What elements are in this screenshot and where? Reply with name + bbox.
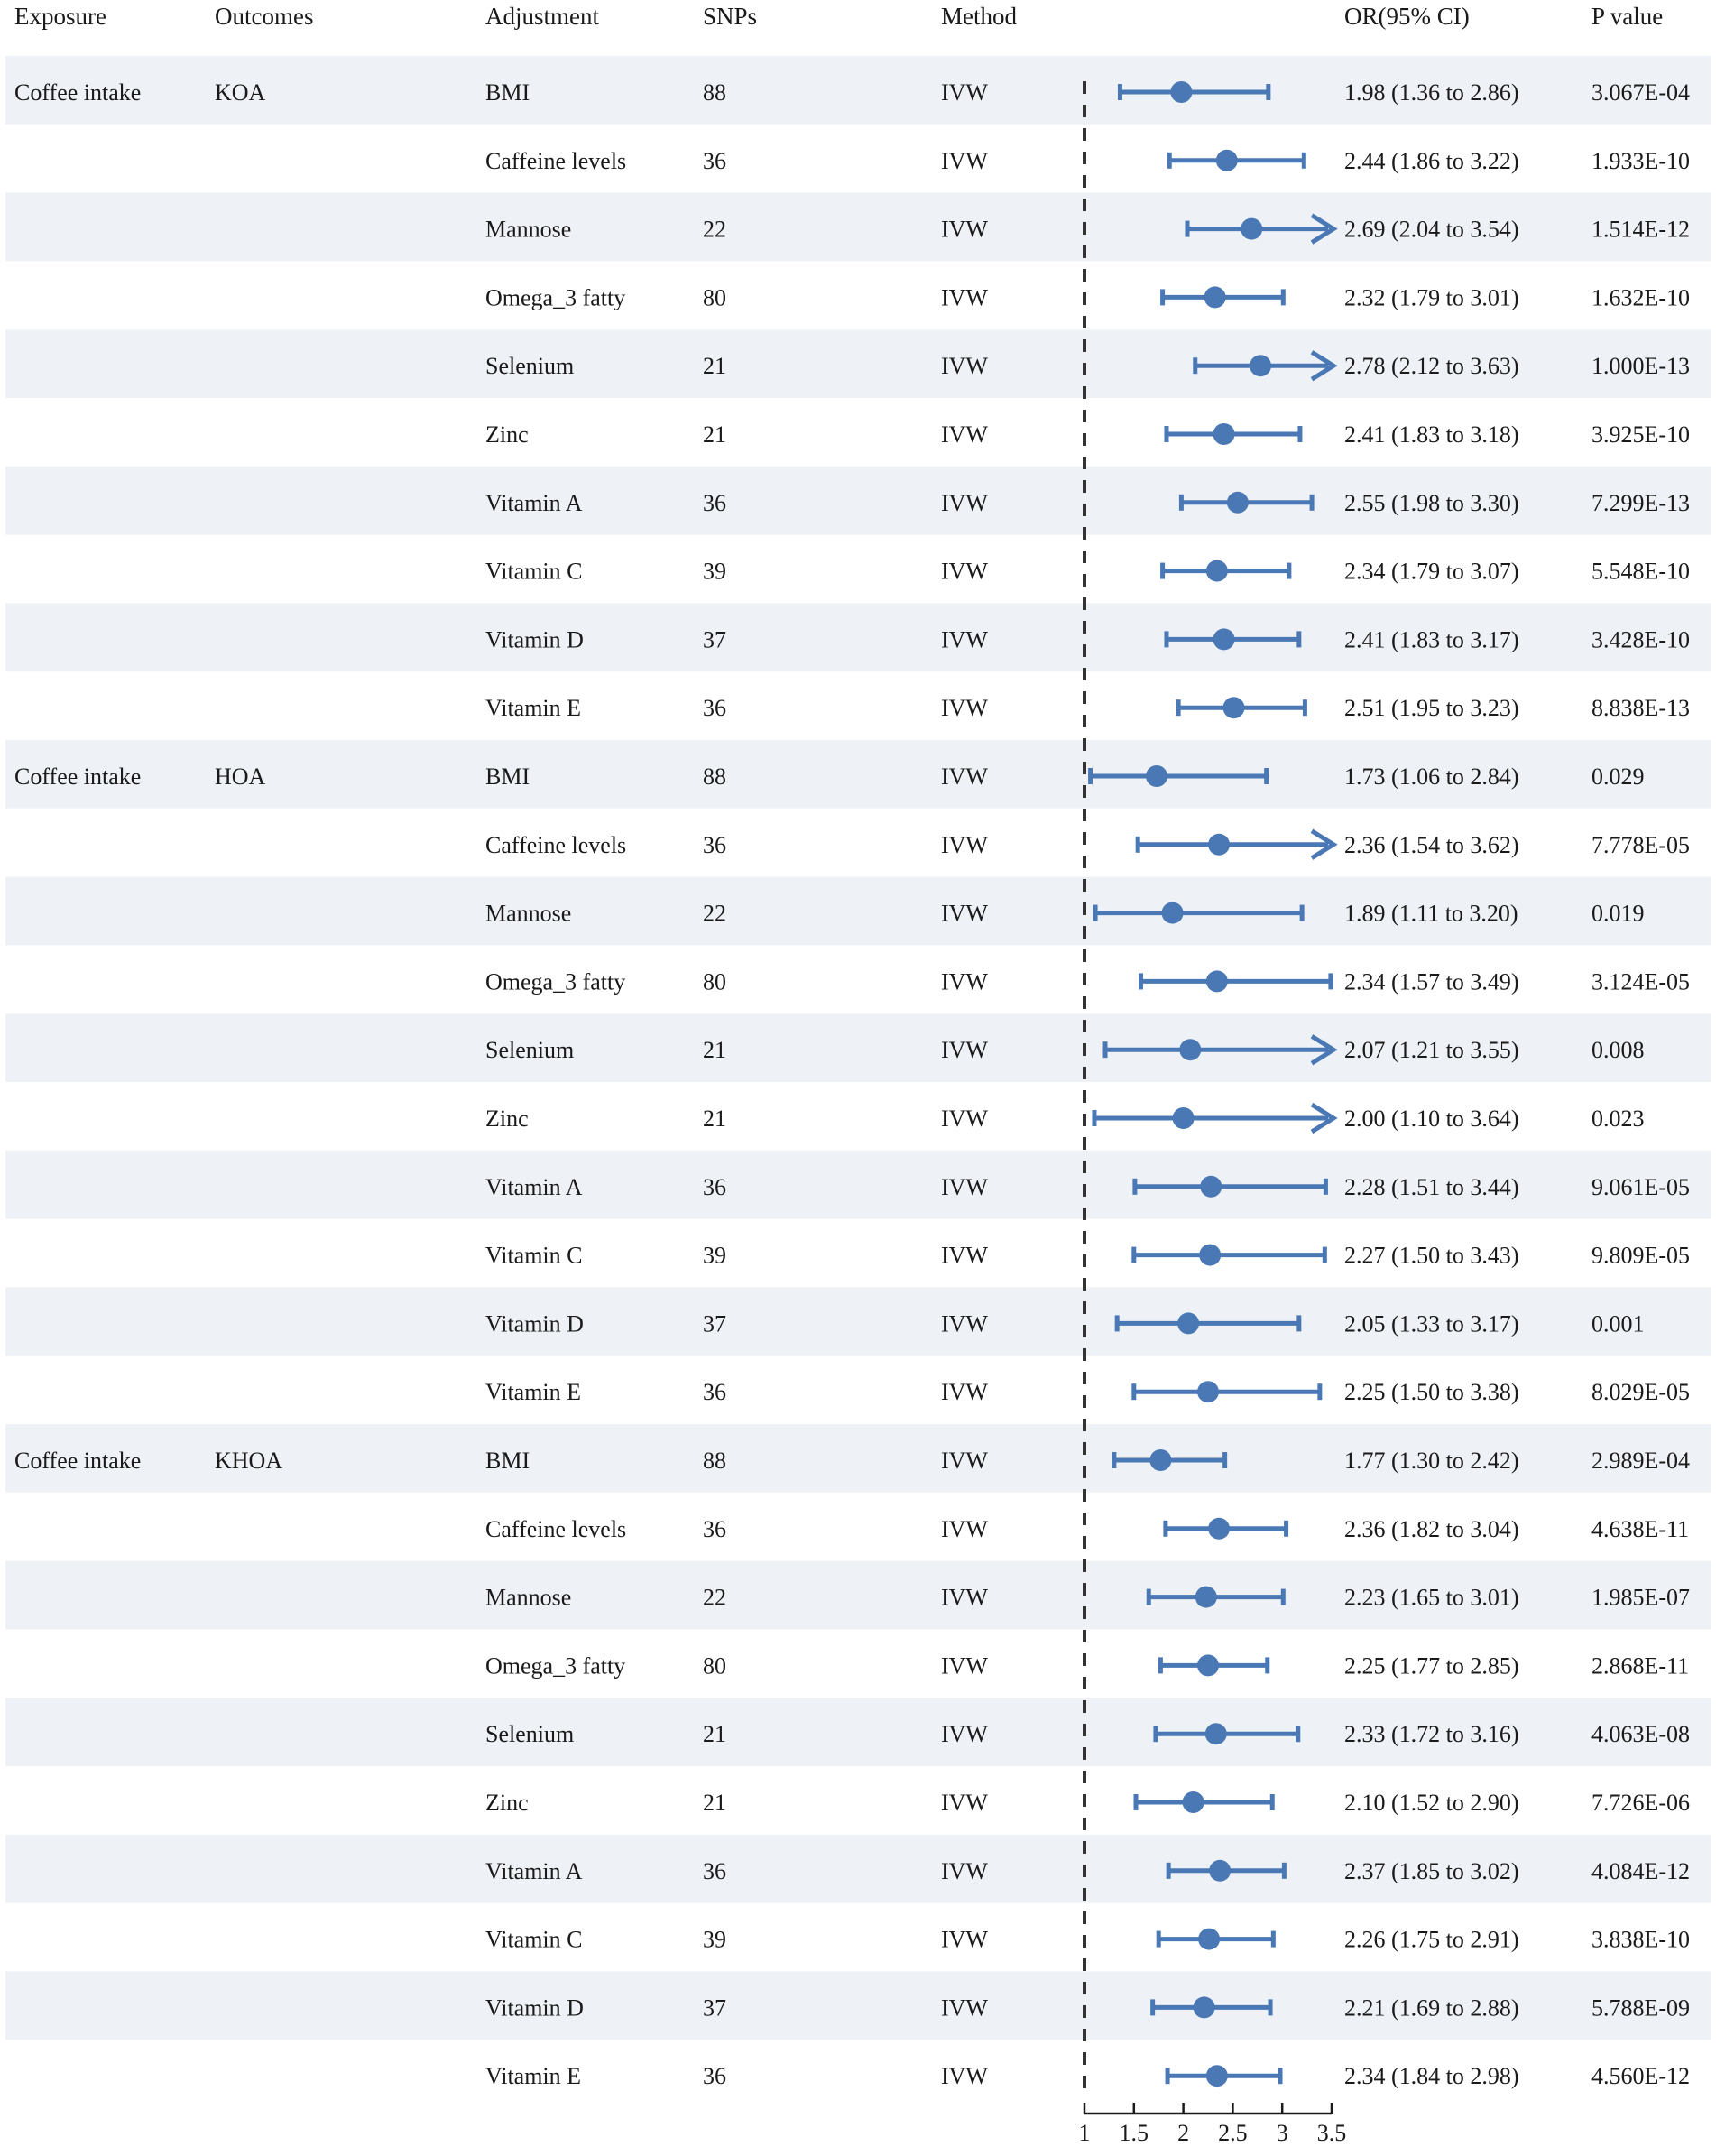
- cell-snps: 36: [703, 489, 726, 516]
- or-point: [1222, 697, 1244, 718]
- cell-snps: 39: [703, 1242, 726, 1269]
- ci-mark: [1136, 1791, 1272, 1813]
- cell-method: IVW: [941, 1857, 988, 1884]
- cell-snps: 39: [703, 558, 726, 585]
- cell-method: IVW: [941, 421, 988, 448]
- ci-mark: [1160, 1654, 1267, 1676]
- cell-adjustment: Vitamin A: [485, 1857, 583, 1884]
- cell-p-value: 0.001: [1591, 1310, 1645, 1337]
- cell-or-ci: 2.51 (1.95 to 3.23): [1344, 695, 1519, 722]
- table-header: [14, 3, 1663, 30]
- or-point: [1206, 560, 1228, 582]
- ci-mark: [1169, 150, 1304, 171]
- or-point: [1197, 1381, 1219, 1402]
- cell-outcome: KHOA: [215, 1448, 283, 1474]
- or-point: [1208, 834, 1230, 856]
- ci-mark: [1178, 697, 1305, 718]
- cell-p-value: 7.299E-13: [1591, 489, 1691, 516]
- or-point: [1194, 1996, 1215, 2018]
- cell-snps: 36: [703, 1173, 726, 1200]
- cell-p-value: 3.067E-04: [1591, 79, 1691, 106]
- cell-or-ci: 2.23 (1.65 to 3.01): [1344, 1584, 1519, 1611]
- ci-mark: [1163, 286, 1284, 308]
- cell-adjustment: Selenium: [485, 353, 575, 380]
- cell-snps: 80: [703, 284, 726, 311]
- cell-p-value: 7.778E-05: [1591, 831, 1691, 858]
- cell-adjustment: Vitamin D: [485, 1310, 584, 1337]
- or-point: [1209, 1860, 1231, 1882]
- cell-adjustment: Zinc: [485, 1106, 529, 1132]
- cell-adjustment: Vitamin A: [485, 1173, 583, 1200]
- cell-or-ci: 2.36 (1.54 to 3.62): [1344, 831, 1519, 858]
- or-point: [1216, 150, 1238, 171]
- cell-adjustment: Vitamin A: [485, 489, 583, 516]
- cell-snps: 36: [703, 695, 726, 722]
- cell-snps: 36: [703, 1515, 726, 1542]
- cell-snps: 22: [703, 900, 726, 927]
- cell-snps: 80: [703, 1652, 726, 1679]
- header-adjustment: Adjustment: [485, 3, 599, 30]
- cell-method: IVW: [941, 1790, 988, 1816]
- cell-or-ci: 2.00 (1.10 to 3.64): [1344, 1106, 1519, 1132]
- cell-adjustment: Vitamin E: [485, 1379, 582, 1406]
- or-point: [1195, 1587, 1217, 1608]
- cell-or-ci: 2.10 (1.52 to 2.90): [1344, 1790, 1519, 1816]
- ci-mark: [1140, 970, 1330, 992]
- cell-method: IVW: [941, 216, 988, 243]
- cell-adjustment: Vitamin E: [485, 2063, 582, 2090]
- or-point: [1162, 902, 1184, 924]
- cell-p-value: 4.638E-11: [1591, 1515, 1690, 1542]
- ci-mark: [1158, 1929, 1273, 1950]
- header-method: Method: [941, 3, 1017, 30]
- cell-snps: 36: [703, 831, 726, 858]
- x-axis: [1079, 2103, 1347, 2146]
- cell-method: IVW: [941, 1584, 988, 1611]
- cell-adjustment: Selenium: [485, 1721, 575, 1748]
- cell-method: IVW: [941, 1106, 988, 1132]
- cell-p-value: 5.548E-10: [1591, 558, 1691, 585]
- cell-method: IVW: [941, 900, 988, 927]
- cell-p-value: 1.933E-10: [1591, 147, 1691, 174]
- cell-or-ci: 2.55 (1.98 to 3.30): [1344, 489, 1519, 516]
- cell-or-ci: 2.07 (1.21 to 3.55): [1344, 1037, 1519, 1064]
- cell-p-value: 5.788E-09: [1591, 1994, 1691, 2022]
- cell-adjustment: Caffeine levels: [485, 1515, 627, 1542]
- cell-snps: 37: [703, 626, 726, 653]
- ci-mark: [1166, 1518, 1287, 1540]
- cell-p-value: 2.989E-04: [1591, 1448, 1691, 1474]
- cell-p-value: 3.838E-10: [1591, 1926, 1691, 1953]
- or-point: [1199, 1245, 1221, 1266]
- or-point: [1179, 1039, 1201, 1060]
- cell-snps: 36: [703, 1857, 726, 1884]
- cell-p-value: 3.925E-10: [1591, 421, 1691, 448]
- cell-or-ci: 2.36 (1.82 to 3.04): [1344, 1515, 1519, 1542]
- cell-adjustment: Vitamin C: [485, 1242, 583, 1269]
- cell-or-ci: 1.73 (1.06 to 2.84): [1344, 763, 1519, 790]
- cell-p-value: 0.029: [1591, 763, 1645, 790]
- ci-mark: [1094, 1105, 1333, 1132]
- or-point: [1206, 2065, 1228, 2087]
- cell-outcome: KOA: [215, 79, 266, 106]
- cell-adjustment: Omega_3 fatty: [485, 284, 626, 311]
- cell-p-value: 0.008: [1591, 1037, 1645, 1064]
- x-tick-label: 2.5: [1218, 2120, 1248, 2146]
- cell-snps: 21: [703, 1106, 726, 1132]
- cell-adjustment: BMI: [485, 1448, 530, 1474]
- cell-or-ci: 2.32 (1.79 to 3.01): [1344, 284, 1519, 311]
- header-or-ci: OR(95% CI): [1344, 3, 1470, 30]
- cell-or-ci: 2.26 (1.75 to 2.91): [1344, 1926, 1519, 1953]
- or-point: [1170, 81, 1192, 103]
- or-point: [1173, 1107, 1195, 1129]
- x-tick-label: 3: [1276, 2120, 1288, 2146]
- cell-p-value: 4.560E-12: [1591, 2063, 1691, 2090]
- cell-method: IVW: [941, 558, 988, 585]
- cell-p-value: 0.019: [1591, 900, 1645, 927]
- cell-p-value: 7.726E-06: [1591, 1790, 1691, 1816]
- or-point: [1197, 1654, 1219, 1676]
- cell-p-value: 9.061E-05: [1591, 1173, 1691, 1200]
- cell-p-value: 3.124E-05: [1591, 968, 1691, 995]
- ci-mark: [1167, 2065, 1280, 2087]
- cell-method: IVW: [941, 1994, 988, 2022]
- cell-or-ci: 2.41 (1.83 to 3.18): [1344, 421, 1519, 448]
- cell-p-value: 1.000E-13: [1591, 353, 1691, 380]
- or-point: [1213, 628, 1235, 650]
- ci-mark: [1163, 560, 1289, 582]
- cell-method: IVW: [941, 968, 988, 995]
- header-snps: SNPs: [703, 3, 758, 30]
- cell-adjustment: BMI: [485, 79, 530, 106]
- cell-adjustment: Caffeine levels: [485, 147, 627, 174]
- cell-adjustment: BMI: [485, 763, 530, 790]
- cell-or-ci: 2.05 (1.33 to 3.17): [1344, 1310, 1519, 1337]
- cell-method: IVW: [941, 626, 988, 653]
- cell-method: IVW: [941, 1379, 988, 1406]
- cell-adjustment: Vitamin C: [485, 1926, 583, 1953]
- cell-or-ci: 2.44 (1.86 to 3.22): [1344, 147, 1519, 174]
- cell-adjustment: Mannose: [485, 1584, 572, 1611]
- cell-exposure: Coffee intake: [14, 79, 142, 106]
- cell-method: IVW: [941, 763, 988, 790]
- cell-or-ci: 2.34 (1.84 to 2.98): [1344, 2063, 1519, 2090]
- cell-adjustment: Zinc: [485, 1790, 529, 1816]
- cell-or-ci: 2.25 (1.50 to 3.38): [1344, 1379, 1519, 1406]
- or-point: [1200, 1176, 1222, 1198]
- cell-p-value: 8.029E-05: [1591, 1379, 1691, 1406]
- cell-method: IVW: [941, 1448, 988, 1474]
- ci-mark: [1134, 1245, 1325, 1266]
- header-exposure: Exposure: [14, 3, 106, 30]
- cell-method: IVW: [941, 1242, 988, 1269]
- or-point: [1206, 970, 1228, 992]
- cell-method: IVW: [941, 1173, 988, 1200]
- cell-p-value: 1.632E-10: [1591, 284, 1691, 311]
- cell-or-ci: 2.69 (2.04 to 3.54): [1344, 216, 1519, 243]
- cell-method: IVW: [941, 831, 988, 858]
- ci-mark: [1134, 1381, 1320, 1402]
- cell-method: IVW: [941, 1037, 988, 1064]
- or-point: [1149, 1449, 1171, 1471]
- cell-method: IVW: [941, 284, 988, 311]
- cell-adjustment: Selenium: [485, 1037, 575, 1064]
- or-point: [1204, 286, 1226, 308]
- header-outcomes: Outcomes: [215, 3, 314, 30]
- cell-snps: 88: [703, 1448, 726, 1474]
- or-point: [1177, 1312, 1199, 1334]
- cell-method: IVW: [941, 1926, 988, 1953]
- header-p-value: P value: [1591, 3, 1664, 30]
- cell-snps: 21: [703, 421, 726, 448]
- cell-adjustment: Omega_3 fatty: [485, 1652, 626, 1679]
- cell-snps: 36: [703, 147, 726, 174]
- cell-exposure: Coffee intake: [14, 763, 142, 790]
- cell-or-ci: 2.41 (1.83 to 3.17): [1344, 626, 1519, 653]
- cell-snps: 88: [703, 763, 726, 790]
- x-tick-label: 3.5: [1316, 2120, 1347, 2146]
- cell-or-ci: 1.89 (1.11 to 3.20): [1344, 900, 1518, 927]
- ci-mark: [1167, 423, 1300, 445]
- cell-method: IVW: [941, 79, 988, 106]
- cell-p-value: 3.428E-10: [1591, 626, 1691, 653]
- cell-snps: 21: [703, 1790, 726, 1816]
- or-point: [1198, 1929, 1220, 1950]
- cell-adjustment: Vitamin E: [485, 695, 582, 722]
- cell-p-value: 4.084E-12: [1591, 1857, 1691, 1884]
- cell-snps: 88: [703, 79, 726, 106]
- cell-snps: 37: [703, 1994, 726, 2022]
- cell-adjustment: Vitamin C: [485, 558, 583, 585]
- cell-snps: 36: [703, 2063, 726, 2090]
- or-point: [1183, 1791, 1204, 1813]
- or-point: [1227, 492, 1249, 514]
- cell-p-value: 1.985E-07: [1591, 1584, 1691, 1611]
- cell-adjustment: Vitamin D: [485, 626, 584, 653]
- cell-or-ci: 2.33 (1.72 to 3.16): [1344, 1721, 1519, 1748]
- cell-p-value: 0.023: [1591, 1106, 1645, 1132]
- x-tick-label: 1.5: [1119, 2120, 1149, 2146]
- or-point: [1205, 1723, 1227, 1744]
- cell-or-ci: 2.78 (2.12 to 3.63): [1344, 353, 1519, 380]
- cell-snps: 80: [703, 968, 726, 995]
- cell-snps: 22: [703, 1584, 726, 1611]
- cell-method: IVW: [941, 1310, 988, 1337]
- cell-method: IVW: [941, 2063, 988, 2090]
- cell-method: IVW: [941, 489, 988, 516]
- or-point: [1213, 423, 1235, 445]
- or-point: [1208, 1518, 1230, 1540]
- cell-p-value: 1.514E-12: [1591, 216, 1691, 243]
- cell-snps: 36: [703, 1379, 726, 1406]
- cell-or-ci: 2.21 (1.69 to 2.88): [1344, 1994, 1519, 2022]
- or-point: [1146, 765, 1167, 787]
- cell-p-value: 2.868E-11: [1591, 1652, 1690, 1679]
- cell-snps: 22: [703, 216, 726, 243]
- cell-or-ci: 2.34 (1.57 to 3.49): [1344, 968, 1519, 995]
- cell-snps: 21: [703, 1037, 726, 1064]
- cell-method: IVW: [941, 1721, 988, 1748]
- x-tick-label: 1: [1078, 2120, 1091, 2146]
- cell-or-ci: 2.25 (1.77 to 2.85): [1344, 1652, 1519, 1679]
- cell-adjustment: Mannose: [485, 900, 572, 927]
- cell-or-ci: 2.27 (1.50 to 3.43): [1344, 1242, 1519, 1269]
- ci-mark: [1138, 831, 1333, 858]
- cell-exposure: Coffee intake: [14, 1448, 142, 1474]
- cell-outcome: HOA: [215, 763, 266, 790]
- cell-method: IVW: [941, 353, 988, 380]
- cell-adjustment: Mannose: [485, 216, 572, 243]
- cell-snps: 39: [703, 1926, 726, 1953]
- cell-method: IVW: [941, 1515, 988, 1542]
- x-tick-label: 2: [1177, 2120, 1190, 2146]
- cell-p-value: 9.809E-05: [1591, 1242, 1691, 1269]
- cell-method: IVW: [941, 147, 988, 174]
- cell-p-value: 4.063E-08: [1591, 1721, 1691, 1748]
- cell-method: IVW: [941, 1652, 988, 1679]
- cell-snps: 21: [703, 353, 726, 380]
- cell-or-ci: 1.77 (1.30 to 2.42): [1344, 1448, 1519, 1474]
- cell-adjustment: Omega_3 fatty: [485, 968, 626, 995]
- or-point: [1241, 218, 1262, 240]
- cell-p-value: 8.838E-13: [1591, 695, 1691, 722]
- cell-snps: 21: [703, 1721, 726, 1748]
- cell-or-ci: 2.34 (1.79 to 3.07): [1344, 558, 1519, 585]
- cell-adjustment: Vitamin D: [485, 1994, 584, 2022]
- cell-adjustment: Zinc: [485, 421, 529, 448]
- cell-snps: 37: [703, 1310, 726, 1337]
- or-point: [1250, 355, 1271, 376]
- cell-method: IVW: [941, 695, 988, 722]
- cell-or-ci: 2.28 (1.51 to 3.44): [1344, 1173, 1519, 1200]
- cell-or-ci: 2.37 (1.85 to 3.02): [1344, 1857, 1519, 1884]
- cell-or-ci: 1.98 (1.36 to 2.86): [1344, 79, 1519, 106]
- cell-adjustment: Caffeine levels: [485, 831, 627, 858]
